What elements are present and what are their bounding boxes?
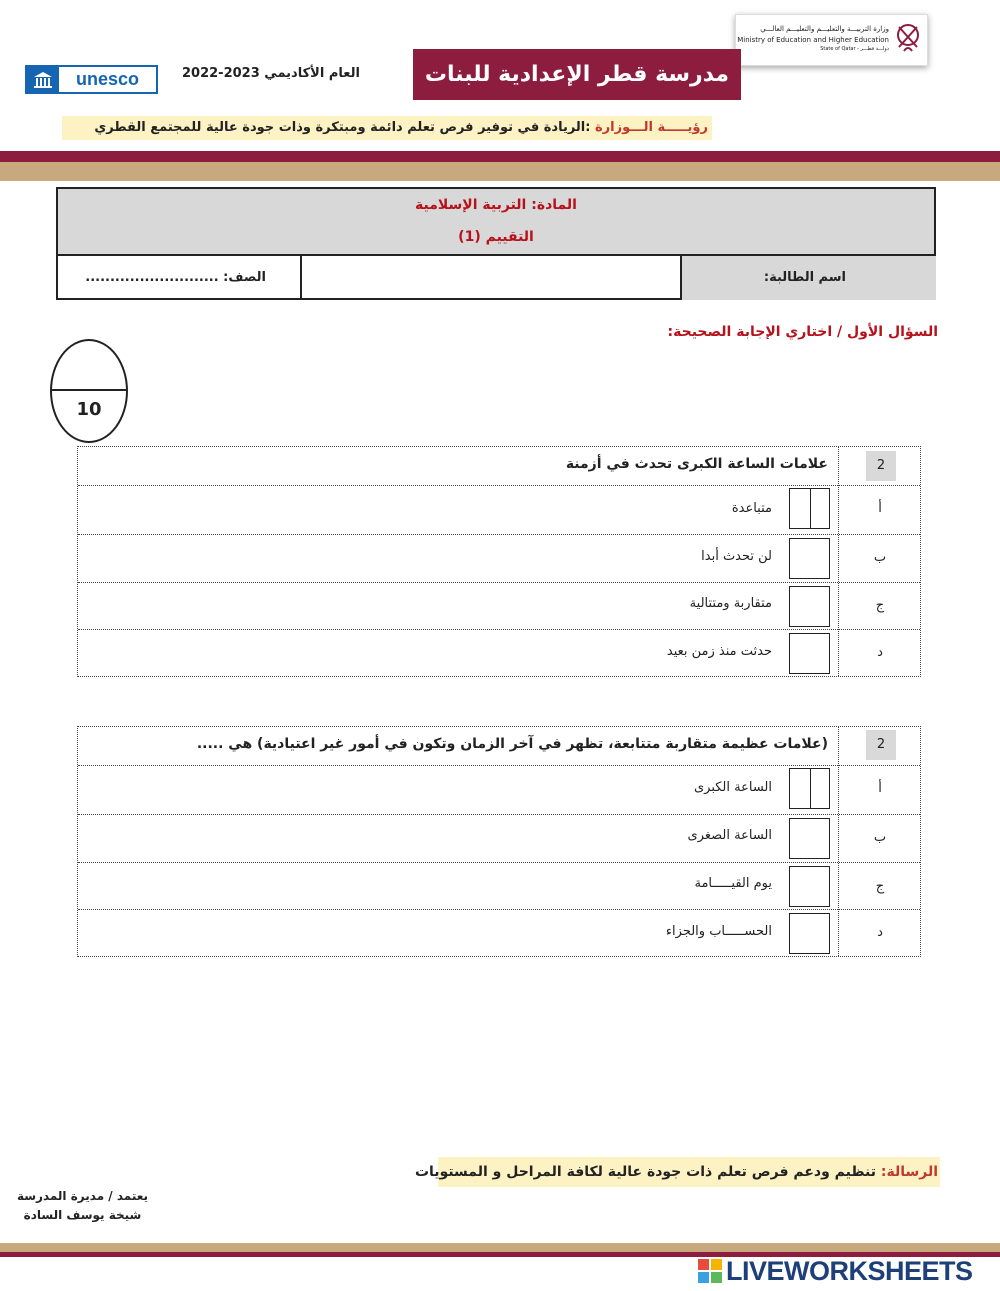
option-text: لن تحدث أبدا	[701, 549, 772, 564]
option-row	[78, 863, 920, 910]
option-letter: أ	[878, 781, 882, 796]
assessment-title: التقييم (1)	[458, 229, 534, 245]
header-band-maroon	[0, 151, 1000, 162]
option-text: متباعدة	[731, 501, 772, 516]
school-name-banner: مدرسة قطر الإعدادية للبنات	[413, 49, 741, 100]
option-checkbox[interactable]	[789, 633, 830, 674]
option-letter: أ	[878, 501, 882, 516]
option-text: يوم القيـــــامة	[694, 876, 772, 891]
option-row	[78, 910, 920, 957]
option-letter: ج	[875, 598, 885, 613]
academic-year-value: 2022-2023	[182, 66, 260, 81]
question-text: علامات الساعة الكبرى تحدث في أزمنة	[565, 456, 828, 472]
option-text: الساعة الكبرى	[693, 780, 772, 795]
option-checkbox[interactable]	[789, 538, 830, 579]
question-number: 2	[866, 730, 896, 760]
score-circle	[50, 339, 128, 443]
subject-header	[58, 189, 934, 256]
liveworksheets-icon	[698, 1259, 722, 1283]
ministry-name-en: Ministry of Education and Higher Education	[737, 36, 889, 44]
header-band-tan	[0, 162, 1000, 181]
mission-text: تنظيم ودعم فرص تعلم ذات جودة عالية لكافة المراحل و المستويات	[414, 1164, 876, 1180]
class-field[interactable]: الصف: ...........................	[85, 270, 266, 285]
option-text: الحســـــاب والجزاء	[665, 924, 772, 939]
unesco-wordmark: unesco	[75, 69, 140, 89]
option-checkbox[interactable]	[789, 488, 830, 529]
option-text: حدثت منذ زمن بعيد	[666, 644, 772, 659]
student-name-label: اسم الطالبة:	[682, 256, 936, 300]
state-name: State of Qatar - دولـــة قطـــر	[820, 46, 889, 52]
option-letter: ج	[875, 879, 885, 894]
option-checkbox[interactable]	[789, 913, 830, 954]
qatar-emblem-icon	[895, 21, 921, 55]
vision-label: رؤيـــــة الـــوزارة	[595, 120, 708, 135]
academic-year-label: العام الأكاديمي	[264, 66, 360, 81]
unesco-logo	[25, 65, 158, 94]
score-divider	[52, 389, 126, 391]
vision-text: :الريادة في توفير فرص تعلم دائمة ومبتكرة وذات جودة عالية للمجتمع القطري	[94, 120, 591, 135]
question-table	[77, 446, 921, 677]
ministry-logo	[735, 14, 928, 66]
option-row	[78, 535, 920, 583]
student-name-field[interactable]	[300, 256, 682, 300]
option-row	[78, 766, 920, 815]
unesco-temple-icon	[27, 67, 59, 92]
option-text: متقاربة ومتتالية	[689, 596, 772, 611]
academic-year	[182, 66, 360, 81]
option-row	[78, 630, 920, 677]
ministry-mission	[414, 1157, 940, 1187]
subject-title: المادة: التربية الإسلامية	[415, 197, 577, 213]
option-letter: ب	[873, 830, 887, 845]
approver-name: شيخة يوسف السادة	[23, 1208, 142, 1222]
question-number: 2	[866, 451, 896, 481]
liveworksheets-logo	[698, 1257, 973, 1285]
option-checkbox[interactable]	[789, 768, 830, 809]
question-header-row	[78, 447, 920, 486]
option-row	[78, 815, 920, 863]
assessment-info-box	[56, 187, 936, 300]
option-letter: ب	[873, 550, 887, 565]
option-letter: د	[877, 645, 883, 660]
question-header-row	[78, 727, 920, 766]
ministry-name-ar: وزارة التربيـــة والتعليـــم والتعليـــم العالـــي	[760, 25, 889, 33]
option-checkbox[interactable]	[789, 866, 830, 907]
option-letter: د	[877, 925, 883, 940]
mission-label: الرسالة:	[880, 1164, 938, 1180]
ministry-vision	[62, 116, 712, 140]
footer-band-tan	[0, 1243, 1000, 1252]
approval-signature	[15, 1187, 150, 1225]
approver-title: يعتمد / مديرة المدرسة	[16, 1189, 149, 1203]
option-checkbox[interactable]	[789, 818, 830, 859]
option-text: الساعة الصغرى	[687, 828, 772, 843]
option-checkbox[interactable]	[789, 586, 830, 627]
option-row	[78, 583, 920, 630]
section-title: السؤال الأول / اختاري الإجابة الصحيحة:	[667, 324, 938, 340]
option-row	[78, 486, 920, 535]
score-total: 10	[76, 399, 102, 420]
question-table	[77, 726, 921, 957]
liveworksheets-wordmark: LIVEWORKSHEETS	[726, 1255, 973, 1286]
question-text: (علامات عظيمة متقاربة متتابعة، تظهر في آخر الزمان وتكون في أمور غير اعتيادية) هي .....	[196, 736, 828, 752]
